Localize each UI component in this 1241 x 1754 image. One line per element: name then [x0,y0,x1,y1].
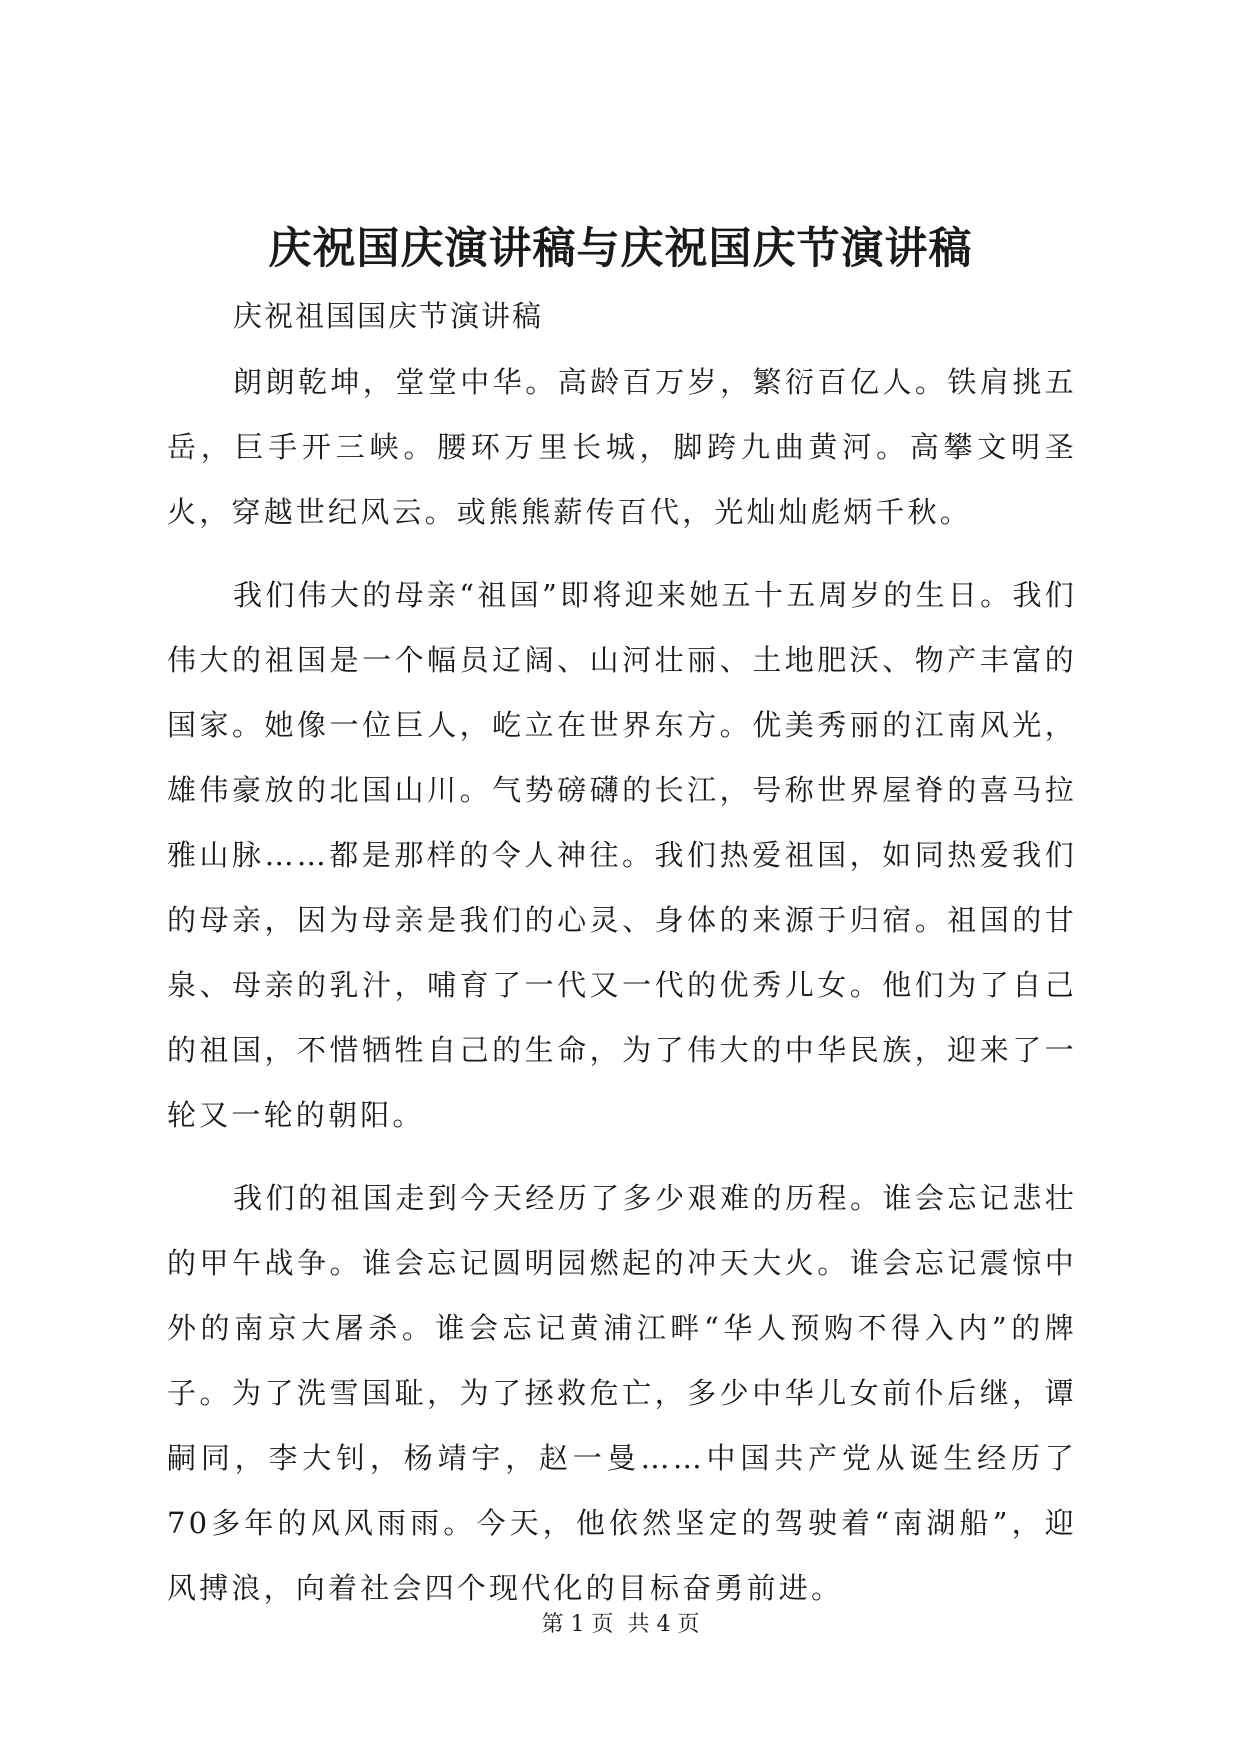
document-title: 庆祝国庆演讲稿与庆祝国庆节演讲稿 [268,224,973,274]
document-body [167,294,1077,1621]
body-paragraph: 我们的祖国走到今天经历了多少艰难的历程。谁会忘记悲壮的甲午战争。谁会忘记圆明园燃起的冲天大火。谁会忘记震惊中外的南京大屠杀。谁会忘记黄浦江畔“华人预购不得入内”的牌子。为了洗雪国耻，为了拯救危亡，多少中华儿女前仆后继，谭嗣同，李大钊，杨靖宇，赵一曼……中国共产党从诞生经历了70多年的风风雨雨。今天，他依然坚定的驾驶着“南湖船”，迎风搏浪，向着社会四个现代化的目标奋勇前进。 [167,1181,1077,1605]
document-subtitle: 庆祝祖国国庆节演讲稿 [233,299,544,333]
body-paragraph: 朗朗乾坤，堂堂中华。高龄百万岁，繁衍百亿人。铁肩挑五岳，巨手开三峡。腰环万里长城，脚跨九曲黄河。高攀文明圣火，穿越世纪风云。或熊熊薪传百代，光灿灿彪炳千秋。 [167,365,1077,529]
body-paragraph: 我们伟大的母亲“祖国”即将迎来她五十五周岁的生日。我们伟大的祖国是一个幅员辽阔、山河壮丽、土地肥沃、物产丰富的国家。她像一位巨人，屹立在世界东方。优美秀丽的江南风光，雄伟豪放的北国山川。气势磅礴的长江，号称世界屋脊的喜马拉雅山脉……都是那样的令人神往。我们热爱祖国，如同热爱我们的母亲，因为母亲是我们的心灵、身体的来源于归宿。祖国的甘泉、母亲的乳汁，哺育了一代又一代的优秀儿女。他们为了自己的祖国，不惜牺牲自己的生命，为了伟大的中华民族，迎来了一轮又一轮的朝阳。 [167,578,1077,1132]
page-footer [0,1610,1241,1640]
page-number: 第 1 页 共 4 页 [541,1612,700,1637]
